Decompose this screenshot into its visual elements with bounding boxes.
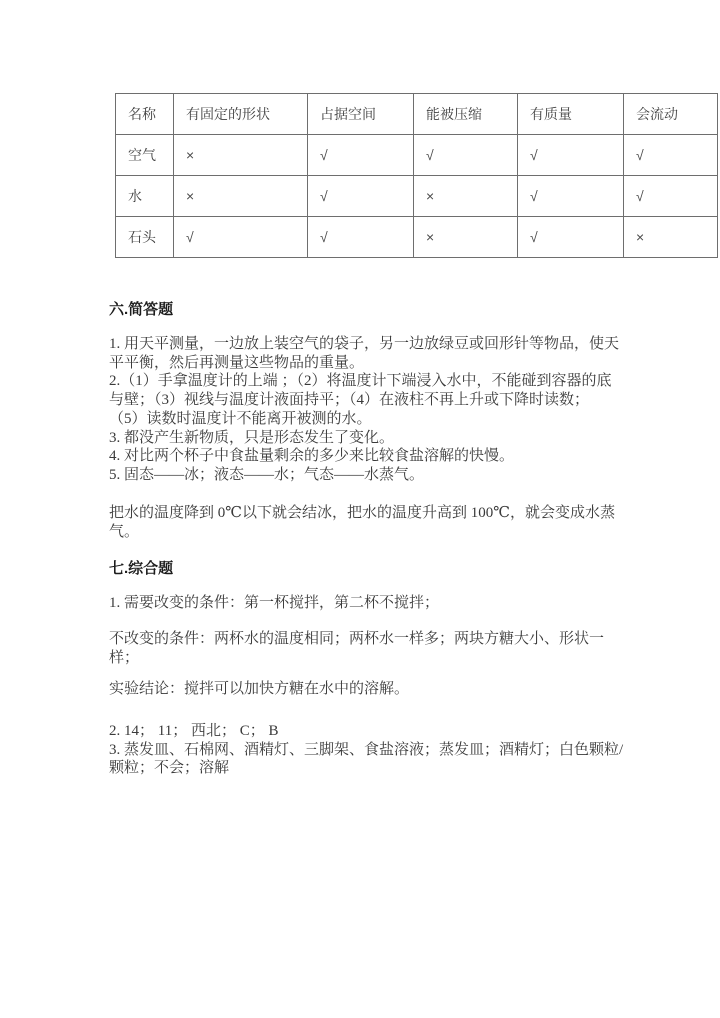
section-seven-heading: 七.综合题	[109, 560, 174, 577]
answer-line: （5）读数时温度计不能离开被测的水。	[109, 410, 372, 427]
q1-changed-condition	[109, 594, 439, 613]
mark-cell: √	[518, 135, 624, 176]
mark-cell: √	[308, 135, 414, 176]
section-six-answers	[109, 335, 619, 485]
mark-cell: √	[518, 176, 624, 217]
mark-cell: ×	[414, 176, 518, 217]
mark-cell: √	[518, 217, 624, 258]
answer-line: 1. 用天平测量，一边放上装空气的袋子，另一边放绿豆或回形针等物品，使天	[109, 336, 620, 352]
q2-q3-answers	[109, 722, 623, 778]
q1-conclusion	[109, 680, 409, 699]
row-label-cell: 空气	[116, 135, 174, 176]
answer-line: 不改变的条件：两杯水的温度相同；两杯水一样多；两块方糖大小、形状一	[109, 631, 605, 647]
table-header-cell: 有固定的形状	[174, 94, 308, 135]
mark-cell: √	[624, 135, 718, 176]
q1-unchanged-conditions	[109, 630, 604, 667]
answer-line: 平平衡，然后再测量这些物品的重量。	[109, 354, 365, 371]
answer-line: 把水的温度降到 0℃以下就会结冰，把水的温度升高到 100℃，就会变成水蒸	[109, 505, 616, 521]
table-header-cell: 名称	[116, 94, 174, 135]
mark-cell: ×	[414, 217, 518, 258]
answer-line: 气。	[109, 523, 140, 540]
answer-line: 3. 都没产生新物质，只是形态发生了变化。	[109, 429, 395, 446]
table-row-water	[116, 176, 718, 217]
row-label-cell: 石头	[116, 217, 174, 258]
mark-cell: √	[624, 176, 718, 217]
answer-line: 实验结论：搅拌可以加快方糖在水中的溶解。	[109, 681, 410, 697]
mark-cell: ×	[174, 135, 308, 176]
properties-table	[115, 93, 718, 258]
mark-cell: √	[308, 176, 414, 217]
table-header-cell: 占据空间	[308, 94, 414, 135]
answer-line: 3. 蒸发皿、石棉网、酒精灯、三脚架、食盐溶液；蒸发皿；酒精灯；白色颗粒/	[109, 741, 624, 758]
table-header-cell: 有质量	[518, 94, 624, 135]
mark-cell: ×	[174, 176, 308, 217]
answer-line: 1. 需要改变的条件：第一杯搅拌，第二杯不搅拌；	[109, 595, 440, 611]
row-label-cell: 水	[116, 176, 174, 217]
answer-line: 2. 14； 11； 西北； C； B	[109, 723, 279, 739]
answer-line: 2.（1）手拿温度计的上端 ；（2）将温度计下端浸入水中，不能碰到容器的底	[109, 373, 612, 390]
answer-line: 样；	[109, 649, 140, 666]
section-six-heading: 六.简答题	[109, 301, 174, 318]
answer-line: 颗粒；不会；溶解	[109, 760, 230, 777]
table-header-cell: 能被压缩	[414, 94, 518, 135]
section-six-supplement	[109, 504, 615, 541]
mark-cell: √	[308, 217, 414, 258]
table-row-stone	[116, 217, 718, 258]
table-header-row	[116, 94, 718, 135]
mark-cell: ×	[624, 217, 718, 258]
mark-cell: √	[174, 217, 308, 258]
answer-line: 与壁；（3）视线与温度计液面持平；（4）在液柱不再上升或下降时读数；	[109, 392, 590, 409]
table-header-cell: 会流动	[624, 94, 718, 135]
answer-line: 5. 固态——冰；液态——水；气态——水蒸气。	[109, 466, 425, 483]
answer-line: 4. 对比两个杯子中食盐量剩余的多少来比较食盐溶解的快慢。	[109, 448, 515, 465]
table-row-air	[116, 135, 718, 176]
mark-cell: √	[414, 135, 518, 176]
